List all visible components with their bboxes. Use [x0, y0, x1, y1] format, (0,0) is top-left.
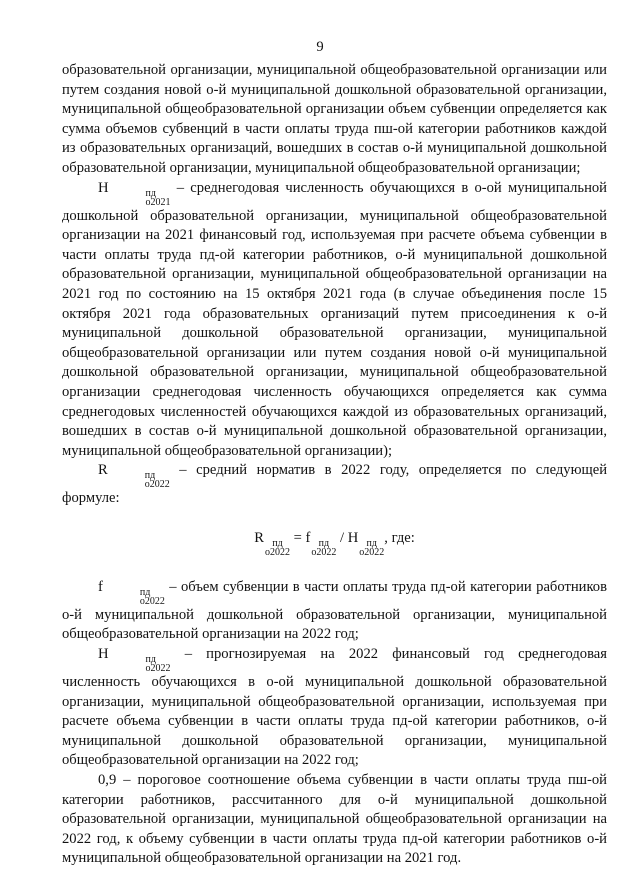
- definition-text: – средний норматив в 2022 году, определяется по следующей формуле:: [62, 462, 607, 507]
- definition-h-2021: [62, 179, 607, 462]
- definition-text: – объем субвенции в части оплаты труда пд-ой категории работников о-й муниципальной дошкольной образовательной организации, муниципальной общеобразовательной организации на 2022 год;: [62, 578, 607, 643]
- formula-f-term: f пд o2022: [305, 529, 337, 558]
- symbol-h-pd-o2022: H пд o2022: [98, 646, 171, 675]
- paragraph-continuation: [62, 61, 607, 179]
- definition-text: 0,9 – пороговое соотношение объема субвенции в части оплаты труда пш-ой категории работников, рассчитанного для о-й муниципальной дошкольной образовательной организации, муниципальной общеобразовательной организации на 2022 год, к объему субвенции в части оплаты труда пд-ой категории работников о-й муниципальной общеобразовательной организации на 2021 год.: [62, 772, 607, 867]
- definition-text: – среднегодовая численность обучающихся в о-ой муниципальной дошкольной образовательной организации, муниципальной общеобразовательной организации на 2021 финансовый год, используемая при расчете объема субвенции в части оплаты труда пд-ой категории работников, о-й муниципальной дошкольной образовательной организации, муниципальной общеобразовательной организации на 2021 год по состоянию на 15 октября 2021 года (в случае объединения после 15 октября 2021 года образовательных организаций путем присоединения к о-й муниципальной дошкольной образовательной организации, муниципальной общеобразовательной организации или путем создания новой о-й муниципальной дошкольной образовательной организации, муниципальной общеобразовательной организации среднегодовая численность обучающихся определяется как сумма среднегодовых численностей обучающихся каждой из образовательных организаций, вошедших в состав о-й муниципальной дошкольной образовательной организации, муниципальной общеобразовательной организации);: [62, 179, 607, 459]
- symbol-r-pd-o2022: R пд o2022: [98, 462, 170, 491]
- definition-text: – прогнозируемая на 2022 финансовый год среднегодовая численность обучающихся в о-ой муниципальной дошкольной образовательной организации, муниципальной общеобразовательной организации, используемая при расчете объема субвенции в части оплаты труда пд-ой категории работников, о-й муниципальной дошкольной образовательной организации, муниципальной общеобразовательной организации на 2022 год;: [62, 646, 607, 769]
- formula-divide: /: [336, 529, 348, 546]
- definition-threshold: [62, 771, 607, 869]
- body-text: [62, 61, 607, 869]
- formula-equals: =: [289, 529, 306, 546]
- symbol-h-pd-o2021: H пд o2021: [98, 179, 171, 208]
- definition-r-2022: [62, 461, 607, 509]
- formula-tail: , где:: [384, 529, 415, 546]
- definition-h-2022: [62, 645, 607, 771]
- paragraph-text: образовательной организации, муниципальной общеобразовательной организации или путем создания новой о-й муниципальной дошкольной образовательной организации, муниципальной общеобразовательной организации объем субвенции определяется как сумма объемов субвенций в части оплаты труда пш-ой категории работников каждой из образовательных организаций, вошедших в состав о-й муниципальной дошкольной образовательной организации, муниципальной общеобразовательной организации;: [62, 62, 607, 176]
- page-number: 9: [316, 39, 324, 55]
- formula-h-term: H пд o2022: [347, 529, 385, 558]
- definition-f-2022: [62, 578, 607, 645]
- formula: [62, 529, 607, 557]
- formula-r-term: R пд o2022: [254, 529, 290, 558]
- symbol-f-pd-o2022: f пд o2022: [98, 578, 165, 607]
